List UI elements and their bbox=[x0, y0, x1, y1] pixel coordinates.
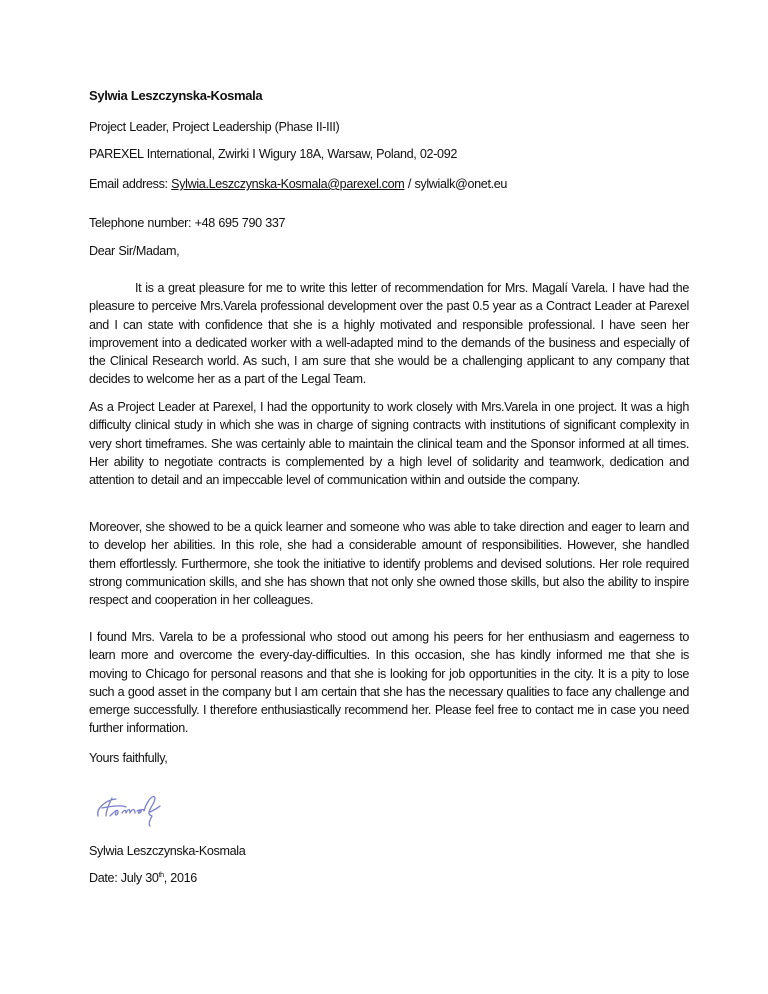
date-year: , 2016 bbox=[163, 871, 197, 885]
sender-address: PAREXEL International, Zwirki I Wigury 18A, Warsaw, Poland, 02-092 bbox=[89, 147, 458, 161]
sender-title: Project Leader, Project Leadership (Phase II-III) bbox=[89, 120, 340, 134]
date-suffix: th bbox=[158, 872, 164, 879]
sender-phone-line bbox=[89, 216, 285, 230]
closing: Yours faithfully, bbox=[89, 751, 168, 765]
email-label: Email address: bbox=[89, 177, 172, 191]
signer-name: Sylwia Leszczynska-Kosmala bbox=[89, 844, 246, 858]
email-secondary: sylwialk@onet.eu bbox=[414, 177, 508, 191]
body-paragraph-4: I found Mrs. Varela to be a professional who stood out among his peers for her enthusiasm and eagerness to learn more and overcome the every-day-difficulties. In this occasion, she has kindly informed me that she is moving to Chicago for personal reasons and that she is looking for job opportunities in the city. It is a pity to lose such a good asset in the company but I am certain that she has the necessary qualities to face any challenge and emerge successfully. I therefore enthusiastically recommend her. Please feel free to contact me in case you need further information. bbox=[89, 630, 689, 736]
greeting: Dear Sir/Madam, bbox=[89, 244, 180, 258]
body-paragraph-1: It is a great pleasure for me to write this letter of recommendation for Mrs. Magalí Varela. I have had the pleasure to perceive Mrs.Varela professional development over the past 0.5 year as a Contract Leader at Parexel and I can state with confidence that she is a highly motivated and responsible professional. I have seen her improvement into a dedicated worker with a well-adapted mind to the demands of the business and especially of the Clinical Research world. As such, I am sure that she would be a challenging applicant to any company that decides to welcome her as a part of the Legal Team. bbox=[89, 281, 689, 387]
sender-email-line bbox=[89, 177, 507, 191]
body-paragraph-3: Moreover, she showed to be a quick learner and someone who was able to take direction and eager to learn and to develop her abilities. In this role, she had a considerable amount of responsibilities. However, she handled them effortlessly. Furthermore, she took the initiative to identify problems and devised solutions. Her role required strong communication skills, and she has shown that not only she owned those skills, but also the ability to inspire respect and cooperation in her colleagues. bbox=[89, 520, 689, 608]
signature-icon bbox=[92, 786, 172, 828]
date-label: Date: July 30 bbox=[89, 871, 159, 885]
body-paragraph-2: As a Project Leader at Parexel, I had the opportunity to work closely with Mrs.Varela in one project. It was a high difficulty clinical study in which she was in charge of signing contracts with institutions of significant complexity in very short timeframes. She was certainly able to maintain the clinical team and the Sponsor informed at all times. Her ability to negotiate contracts is complemented by a high level of solidarity and teamwork, dedication and attention to detail and an impeccable level of communication within and outside the company. bbox=[89, 400, 689, 488]
sender-name: Sylwia Leszczynska-Kosmala bbox=[89, 88, 263, 103]
email-primary-link[interactable]: Sylwia.Leszczynska-Kosmala@parexel.com bbox=[171, 177, 405, 191]
email-separator: / bbox=[404, 177, 415, 191]
phone-number: +48 695 790 337 bbox=[194, 216, 286, 230]
phone-label: Telephone number: bbox=[89, 216, 195, 230]
letter-date bbox=[89, 871, 197, 885]
